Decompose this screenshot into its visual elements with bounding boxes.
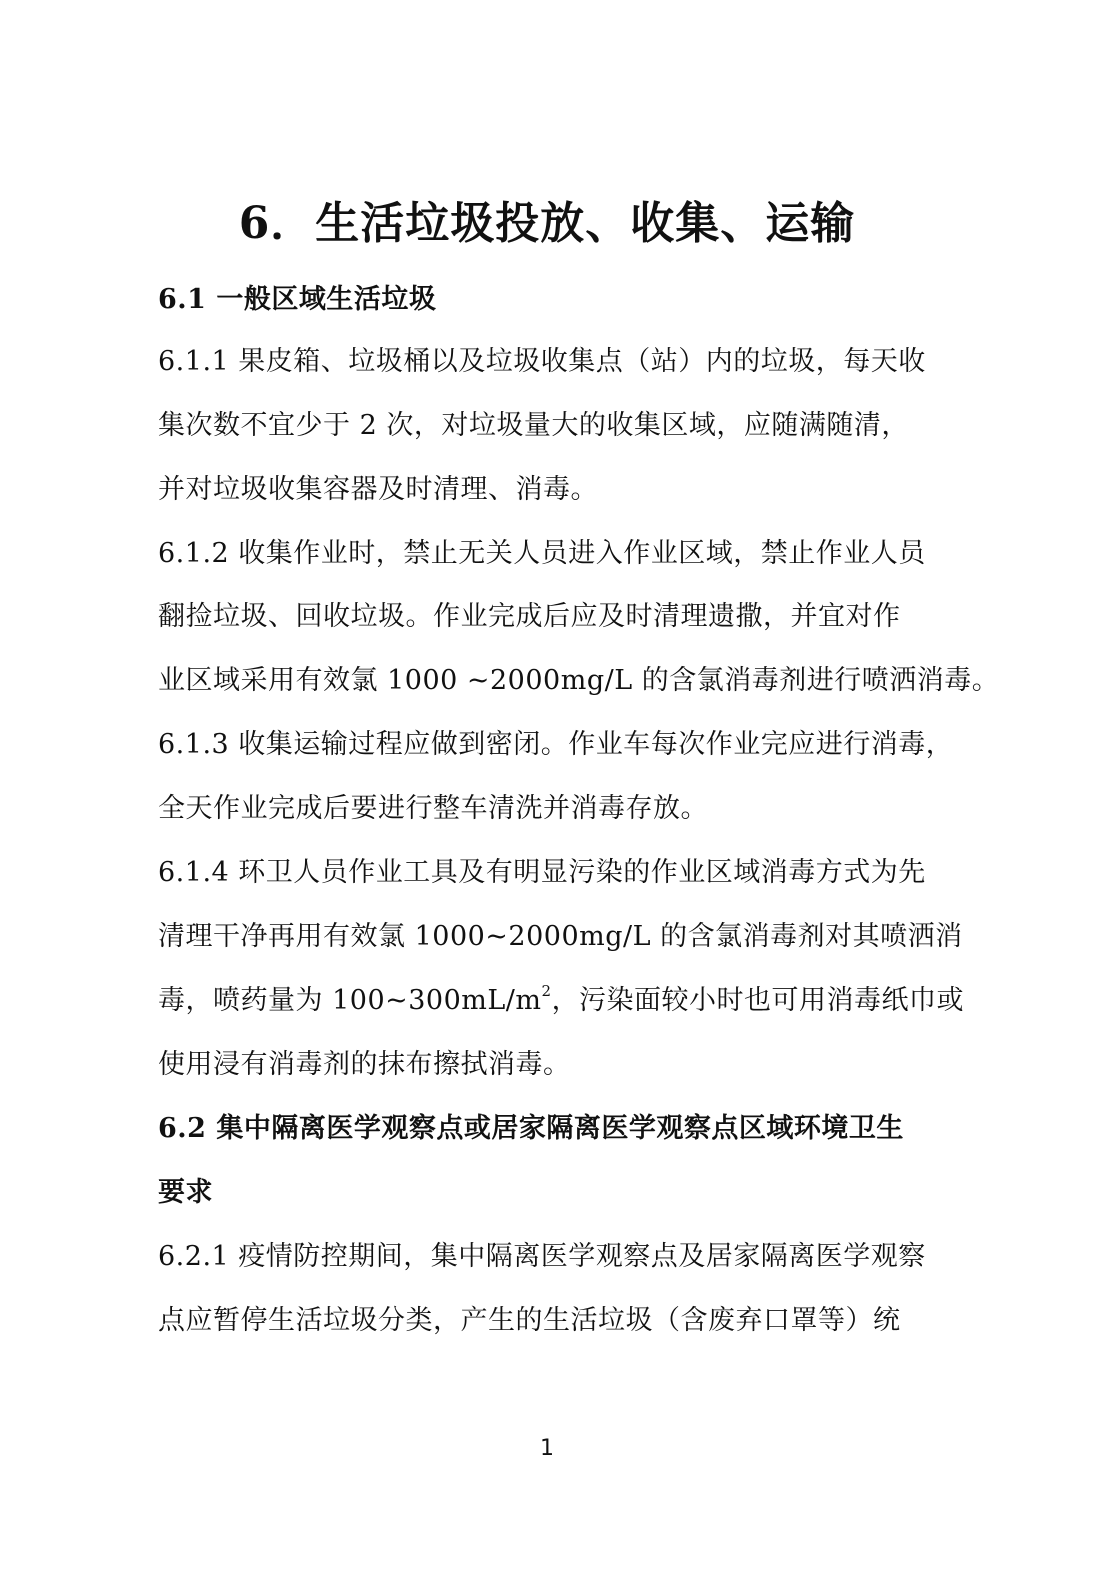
paragraph-line: 6.1.2 收集作业时，禁止无关人员进入作业区域，禁止作业人员 <box>158 538 926 569</box>
page-number: 1 <box>540 1436 554 1461</box>
paragraph-line: 6.2.1 疫情防控期间，集中隔离医学观察点及居家隔离医学观察 <box>158 1241 926 1272</box>
paragraph-line <box>158 981 965 1021</box>
dose-text: 毒，喷药量为 100~300mL/m <box>158 985 542 1016</box>
page-title: 6．生活垃圾投放、收集、运输 <box>238 198 856 249</box>
paragraph-line: 使用浸有消毒剂的抹布擦拭消毒。 <box>158 1049 571 1080</box>
paragraph-line: 翻捡垃圾、回收垃圾。作业完成后应及时清理遗撒，并宜对作 <box>158 601 901 632</box>
paragraph-line: 点应暂停生活垃圾分类，产生的生活垃圾（含废弃口罩等）统 <box>158 1305 901 1336</box>
paragraph-line: 6.1.1 果皮箱、垃圾桶以及垃圾收集点（站）内的垃圾，每天收 <box>158 346 926 377</box>
section-heading-6-2-cont: 要求 <box>158 1177 213 1208</box>
superscript-2: 2 <box>541 982 552 1000</box>
paragraph-line: 全天作业完成后要进行整车清洗并消毒存放。 <box>158 793 708 824</box>
paragraph-line: 清理干净再用有效氯 1000~2000mg/L 的含氯消毒剂对其喷洒消 <box>158 921 963 952</box>
paragraph-line: 并对垃圾收集容器及时清理、消毒。 <box>158 474 598 505</box>
paragraph-line: 6.1.3 收集运输过程应做到密闭。作业车每次作业完应进行消毒， <box>158 729 954 760</box>
dose-text-rest: ，污染面较小时也可用消毒纸巾或 <box>551 985 965 1016</box>
paragraph-line: 业区域采用有效氯 1000 ~2000mg/L 的含氯消毒剂进行喷洒消毒。 <box>158 665 1000 696</box>
paragraph-line: 集次数不宜少于 2 次，对垃圾量大的收集区域，应随满随清， <box>158 410 909 441</box>
section-heading-6-1: 6.1 一般区域生活垃圾 <box>158 284 437 315</box>
section-heading-6-2: 6.2 集中隔离医学观察点或居家隔离医学观察点区域环境卫生 <box>158 1113 904 1144</box>
paragraph-line: 6.1.4 环卫人员作业工具及有明显污染的作业区域消毒方式为先 <box>158 857 926 888</box>
